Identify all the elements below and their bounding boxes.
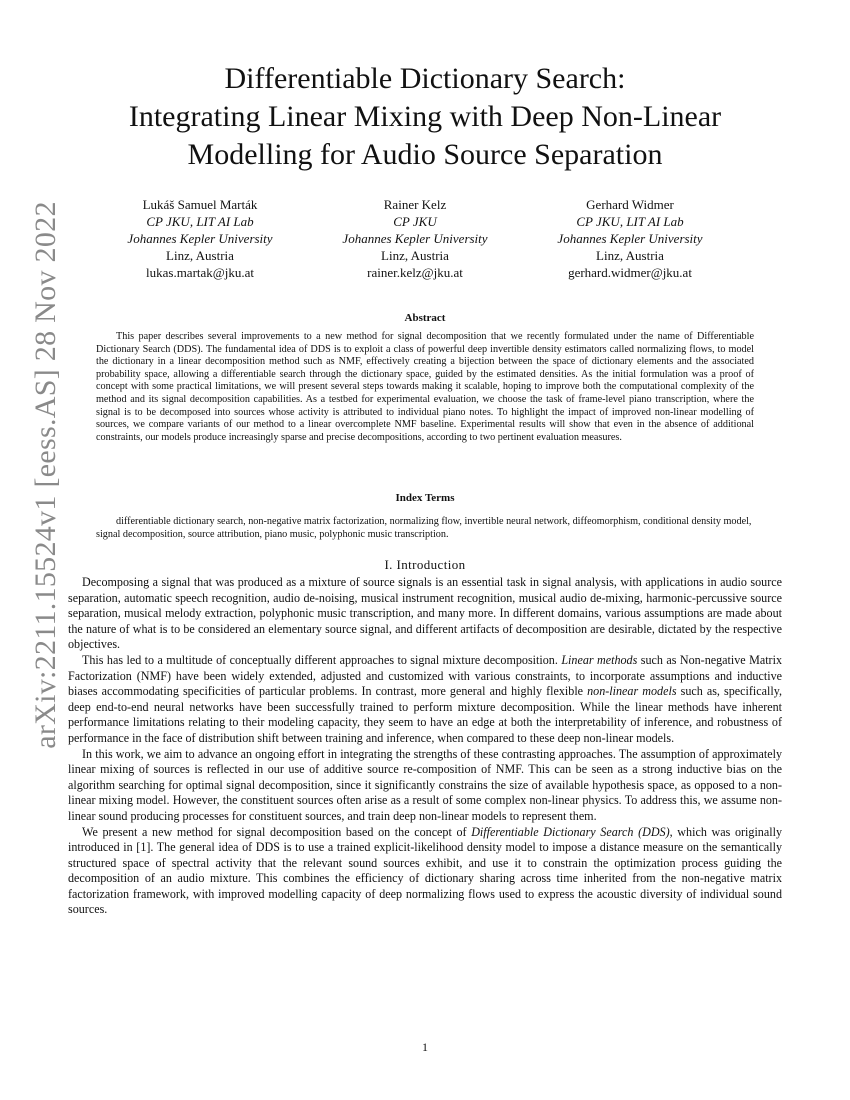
paragraph-2-emphasis: Linear methods [561,652,638,667]
paragraph-4-text: , which was originally introduced in [1]. The general idea of DDS is to use a trained explicit-likelihood density model to impose a distance measure on the semantically structured space of spectral activity that the relevant sound sources exhibit, and use it to constrain the optimization process guiding the decomposition of an audio mixture. This combines the efficiency of dictionary sharing across time inherited from the non-negative matrix factorization framework, with improved modelling capacity of deep normalizing flows used to express the acoustic diversity of individual sound sources. [68,824,782,917]
author-affiliation: CP JKU, LIT AI Lab [146,214,254,229]
paragraph-2-text: such as, specifically, deep end-to-end neural networks have been successfully trained to perform mixture decomposition. While the linear methods have inherent performance limitations relating to their modeling capacity, they seem to have an edge at both the interpretability of inference, and robustness of performance in the face of distribution shift between training and inference, when compared to these deep non-linear models. [68,684,783,745]
title-line: Differentiable Dictionary Search: [224,62,626,95]
author-university: Johannes Kepler University [342,231,488,246]
author-university: Johannes Kepler University [127,231,273,246]
author-email[interactable]: rainer.kelz@jku.at [367,265,463,280]
author-email[interactable]: gerhard.widmer@jku.at [568,265,692,280]
title-line: Integrating Linear Mixing with Deep Non-Linear [128,100,722,133]
paragraph-4-emphasis: Differentiable Dictionary Search (DDS) [471,824,670,839]
abstract-heading: Abstract [404,312,446,324]
paragraph-4 [68,825,782,919]
author-affiliation: CP JKU, LIT AI Lab [576,214,684,229]
author-1 [95,196,305,281]
author-name: Gerhard Widmer [586,197,674,212]
author-affiliation: CP JKU [393,214,437,229]
page-number: 1 [422,1040,428,1054]
paragraph-3: In this work, we aim to advance an ongoing effort in integrating the strengths of these contrasting approaches. The assumption of approximately linear mixing of sources is reflected in our use of additive source re-composition of NMF. This can be seen as a strong inductive bias on the algorithm searching for optimal signal decomposition, since it significantly constrains the size of available hypothesis space, as opposed to a non-linear mixing model. However, the constituent sources often arise as a result of some complex non-linear physics. To address this, we assume non-linear sound producing processes for constituent sources, and train deep non-linear models to represent them. [68,746,782,823]
paragraph-2-text: This has led to a multitude of conceptually different approaches to signal mixture decomposition. [82,652,562,667]
paragraph-2-emphasis: non-linear models [587,684,677,699]
author-3 [525,196,735,281]
paragraph-2-text: such as Non-negative Matrix Factorization (NMF) have been widely extended, adjusted and customized with various constraints, to incorporate assumptions and inductive biases accommodating specificities of particular problems. In contrast, more general and highly flexible [68,652,782,699]
paper-title [60,60,790,174]
author-name: Rainer Kelz [383,197,447,212]
paragraph-2 [68,653,782,747]
author-name: Lukáš Samuel Marták [142,197,258,212]
author-university: Johannes Kepler University [557,231,703,246]
abstract-text: This paper describes several improvements to a new method for signal decomposition that we recently formulated under the name of Differentiable Dictionary Search (DDS). The fundamental idea of DDS is to exploit a class of powerful deep invertible density estimators called normalizing flows, to model the dictionary in a linear decomposition method such as NMF, effectively creating a bijection between the space of dictionary elements and the associated probability space, allowing a differentiable search through the dictionary space, guided by the estimated densities. As the initial formulation was a proof of concept with some practical limitations, we will present several steps towards making it scalable, hoping to improve both the computational complexity of the method and its signal decomposition capabilities. As a testbed for experimental evaluation, we choose the task of frame-level piano transcription, where the signal is to be decomposed into sources whose activity is attributed to individual piano notes. To highlight the impact of improved non-linear modelling of sources, we compare variants of our method to a linear overcomplete NMF baseline. Experimental results will show that even in the absence of additional constraints, our models produce increasingly sparse and precise decompositions, according to two pertinent evaluation measures. [96,331,754,443]
author-block [95,196,735,281]
author-2 [310,196,520,281]
paragraph-4-text: We present a new method for signal decomposition based on the concept of [82,824,472,839]
index-terms-heading: Index Terms [395,492,455,504]
index-terms-text: differentiable dictionary search, non-negative matrix factorization, normalizing flow, invertible neural network, diffeomorphism, conditional density model, signal decomposition, source attribution, piano music, polyphonic music transcription. [96,516,752,540]
arxiv-identifier: arXiv:2211.15524v1 [eess.AS] 28 Nov 2022 [29,201,62,749]
section-heading: I. Introduction [384,557,466,572]
author-location: Linz, Austria [381,248,449,263]
author-email[interactable]: lukas.martak@jku.at [146,265,254,280]
body-text [68,575,782,918]
author-location: Linz, Austria [166,248,234,263]
author-location: Linz, Austria [596,248,664,263]
paragraph-1: Decomposing a signal that was produced as a mixture of source signals is an essential task in signal analysis, with applications in audio source separation, automatic speech recognition, audio de-noising, musical instrument recognition, musical audio de-mixing, harmonic-percussive source separation, musical melody extraction, polyphonic music transcription, and many more. In different domains, various assumptions are made about the nature of what is to be considered an elementary source signal, and different artifacts of decomposition are desirable, dictated by the respective objectives. [68,575,782,652]
title-line: Modelling for Audio Source Separation [187,138,663,171]
